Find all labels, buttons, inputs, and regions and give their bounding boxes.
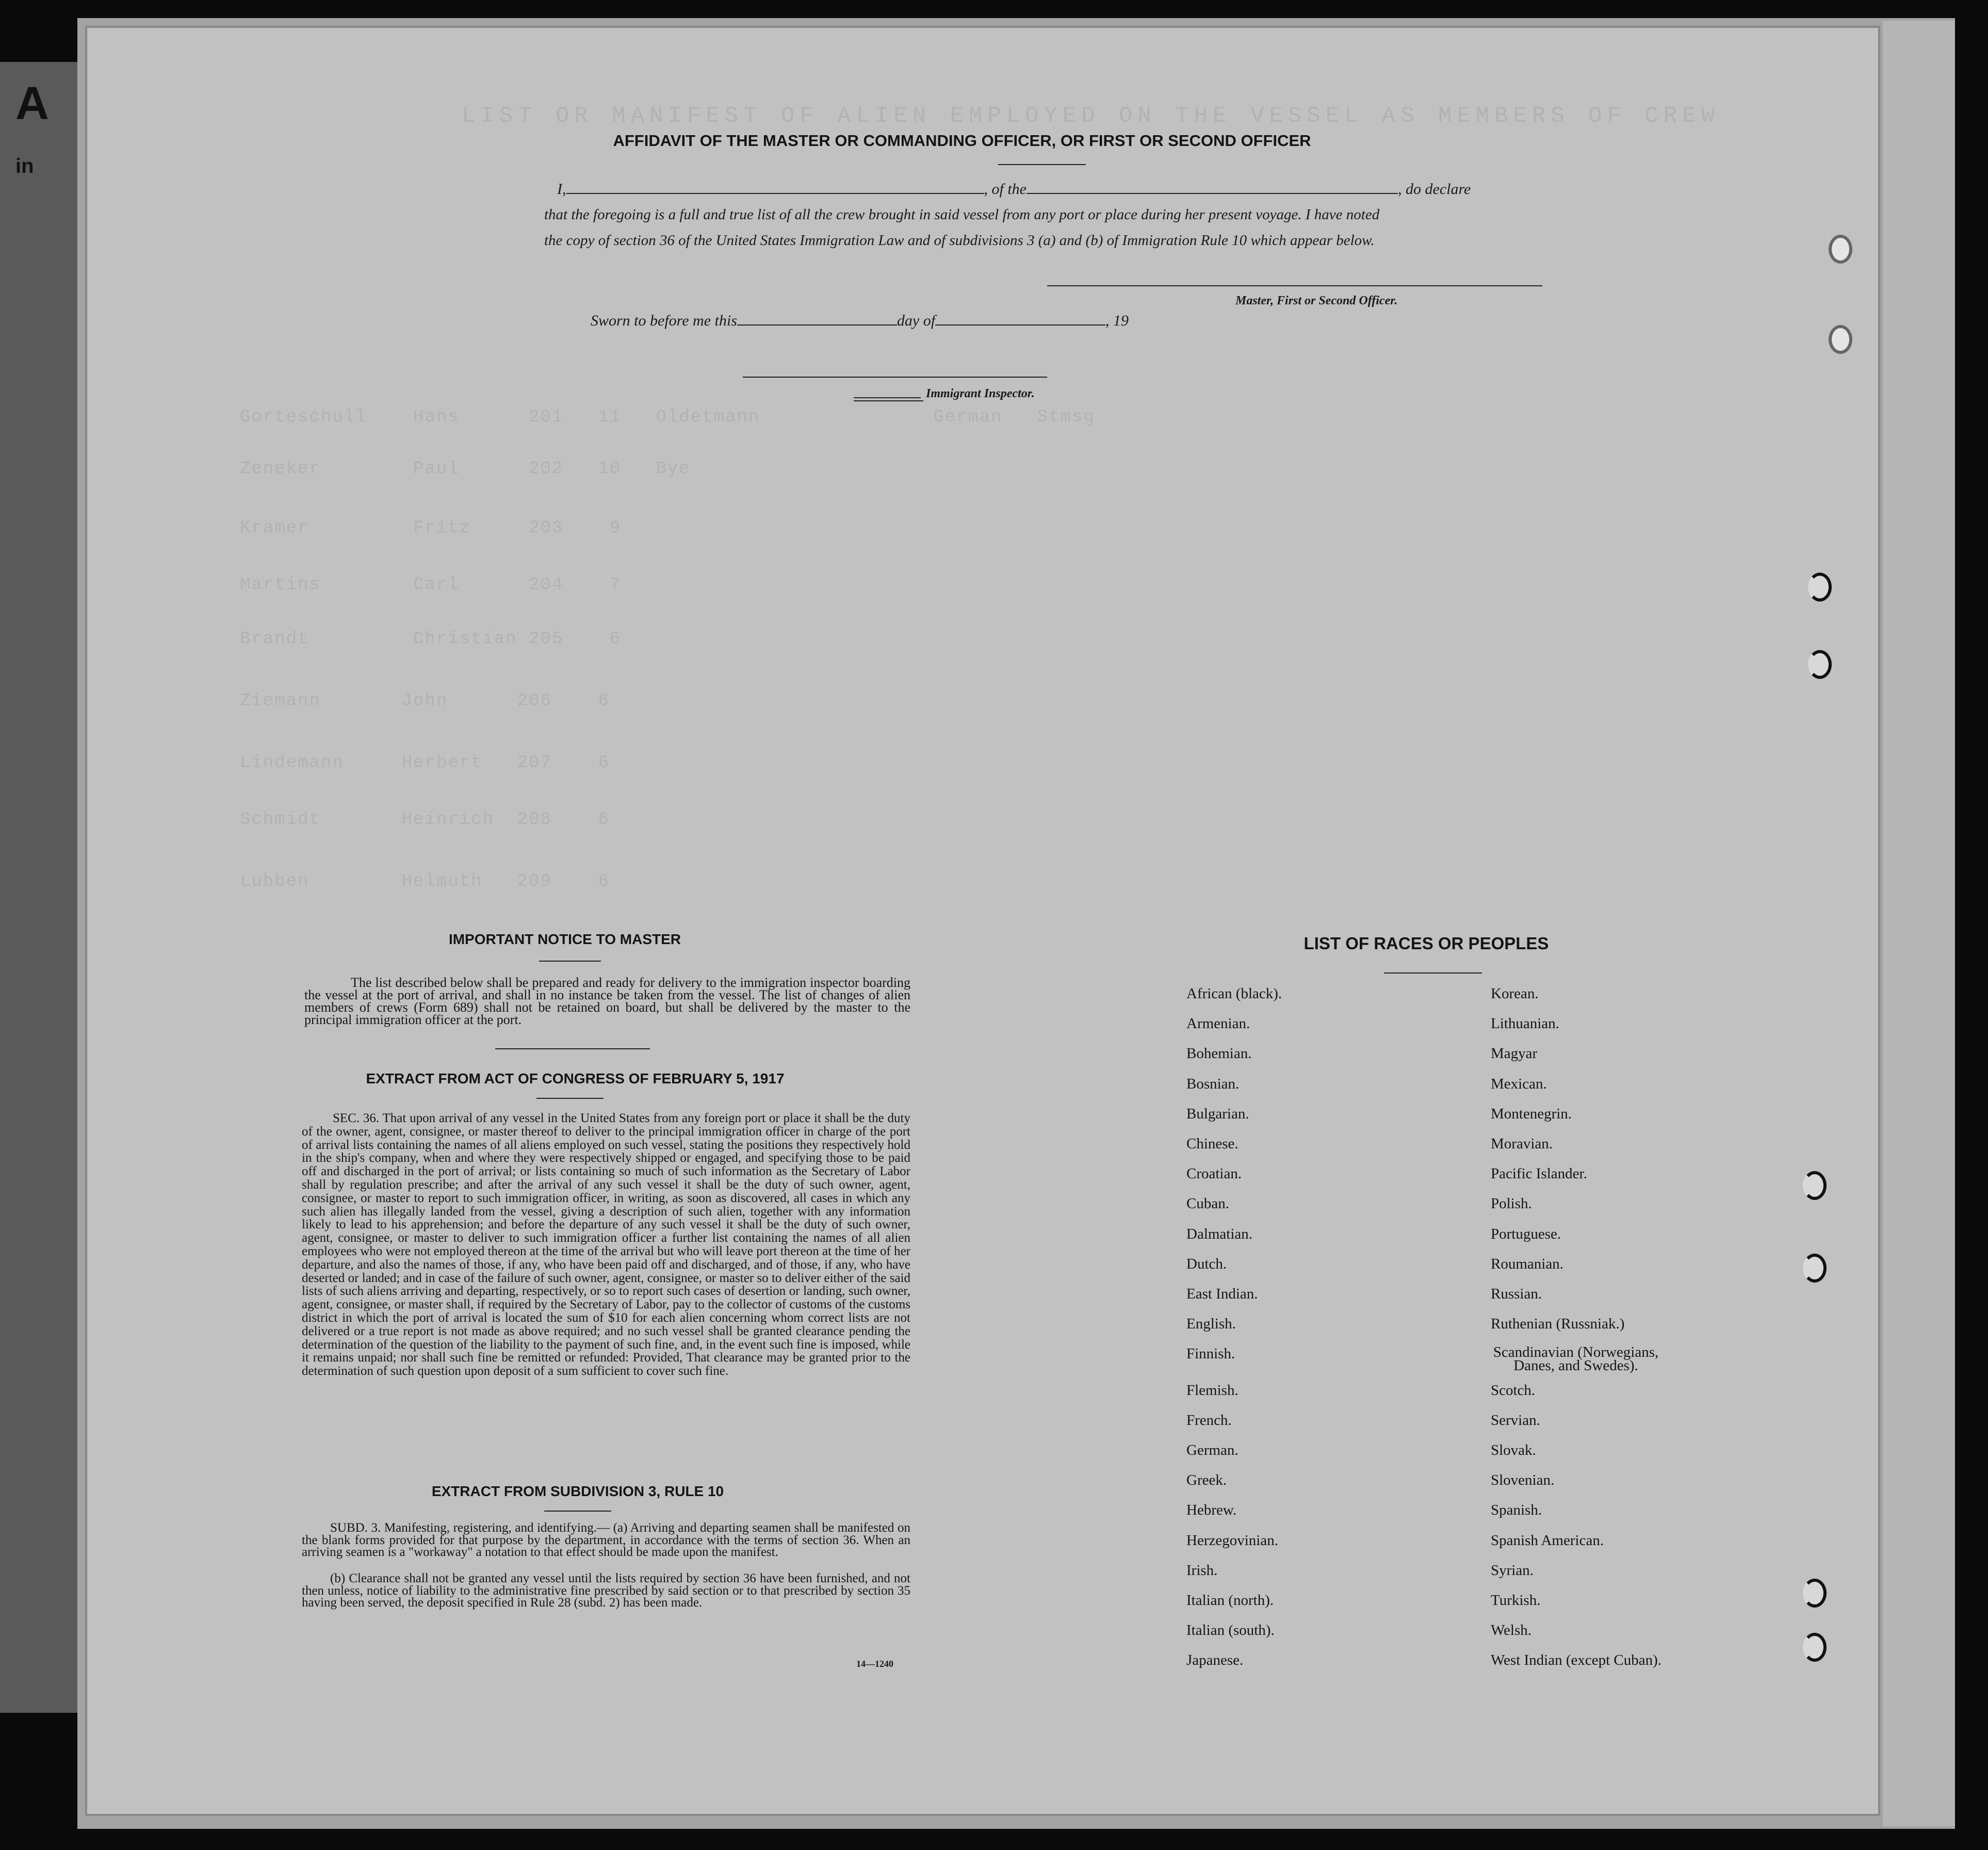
race-item: Montenegrin. — [1491, 1105, 1572, 1122]
race-item: Roumanian. — [1491, 1255, 1563, 1272]
race-item: African (black). — [1186, 985, 1282, 1002]
race-item: Finnish. — [1186, 1345, 1235, 1362]
race-item: Syrian. — [1491, 1562, 1534, 1579]
race-item: Turkish. — [1491, 1592, 1541, 1609]
race-item: Irish. — [1186, 1562, 1218, 1579]
race-item: Mexican. — [1491, 1075, 1547, 1092]
race-item: Moravian. — [1491, 1135, 1553, 1152]
punch-hole-icon — [1803, 1633, 1827, 1662]
race-item: Armenian. — [1186, 1015, 1250, 1032]
affidavit-line1-end: , do declare — [1398, 181, 1471, 198]
bleed-through-row: Lindemann Herbert 207 6 — [240, 753, 610, 773]
form-number: 14—1240 — [856, 1659, 893, 1669]
bleed-through-row: Lubben Helmuth 209 6 — [240, 872, 610, 891]
race-item: West Indian (except Cuban). — [1491, 1652, 1662, 1669]
race-item: Korean. — [1491, 985, 1539, 1002]
divider — [854, 397, 921, 398]
punch-hole-icon — [1803, 1171, 1827, 1200]
manifest-page — [85, 26, 1880, 1816]
punch-hole-icon — [1829, 235, 1852, 264]
race-item: Spanish. — [1491, 1502, 1542, 1519]
affidavit-line-3: the copy of section 36 of the United States Immigration Law and of subdivisions 3 (a) and (b) of Immigration Rule 10 which appear below. — [544, 232, 1375, 249]
master-label: Master, First or Second Officer. — [1235, 294, 1398, 307]
race-item: Slovenian. — [1491, 1472, 1555, 1489]
punch-hole-icon — [1803, 1579, 1827, 1608]
affidavit-line-2: that the foregoing is a full and true list of all the crew brought in said vessel from any port or place during her present voyage. I have noted — [544, 206, 1380, 223]
extract-act-title: EXTRACT FROM ACT OF CONGRESS OF FEBRUARY 5, 1917 — [366, 1070, 785, 1086]
divider — [539, 961, 601, 962]
race-item: Greek. — [1186, 1472, 1227, 1489]
race-item: Dutch. — [1186, 1255, 1227, 1272]
extract-act-body: SEC. 36. That upon arrival of any vessel in the United States from any foreign port or place it shall be the duty of the owner, agent, consignee, or master thereof to deliver to the principal immigration officer in charge of the port of arrival lists containing the names of all aliens employed on such vessel, stating the positions they respectively hold in the ship's company, when and where they were respectively shipped or engaged, and specifying those to be paid off and discharged in the port of arrival; or lists containing so much of such information as the Secretary of Labor shall by regulation prescribe; and after the arrival of any such vessel it shall be the duty of such owner, agent, consignee, or master to report to such immigration officer, in writing, as soon as discovered, all cases in which any such alien has illegally landed from the vessel, giving a description of such alien, together with any information likely to lead to his apprehension; and before the departure of any such vessel it shall be the duty of such owner, agent, consignee, or master to deliver to such immigration officer a further list containing the names of all alien employees who were not employed thereon at the time of the arrival but who will leave port thereon at the time of her departure, and also the names of those, if any, who have been paid off and discharged, and of those, if any, who have deserted or landed; and in case of the failure of such owner, agent, consignee, or master so to deliver either of the said lists of such aliens arriving and departing, respectively, or so to report such cases of desertion or landing, such owner, agent, consignee, or master shall, if required by the Secretary of Labor, pay to the collector of customs of the customs district in which the port of arrival is located the sum of $10 for each alien concerning whom correct lists are not delivered or a true report is not made as above required; and no such vessel shall be granted clearance pending the determination of the question of the liability to the payment of such fine, and, in the event such fine is imposed, while it remains unpaid; nor shall such fine be remitted or refunded: Provided, That clearance may be granted prior to the determination of such question upon deposit of a sum sufficient to cover such fine. — [302, 1111, 910, 1378]
races-title: LIST OF RACES OR PEOPLES — [1303, 934, 1549, 953]
day-blank — [737, 314, 897, 326]
inspector-label: Immigrant Inspector. — [926, 387, 1035, 400]
race-item: Bulgarian. — [1186, 1105, 1249, 1122]
race-item: French. — [1186, 1411, 1232, 1429]
race-item: Russian. — [1491, 1286, 1542, 1302]
race-item: Slovak. — [1491, 1442, 1536, 1458]
punch-hole-icon — [1808, 650, 1832, 679]
race-item: Lithuanian. — [1491, 1015, 1559, 1032]
race-item: Scandinavian (Norwegians, Danes, and Swedes). — [1493, 1344, 1659, 1374]
bleed-through-row: Ziemann John 206 6 — [240, 691, 610, 711]
divider — [544, 1511, 611, 1512]
sworn-end: , 19 — [1105, 312, 1129, 329]
notice-body: The list described below shall be prepared and ready for delivery to the immigration inspector boarding the vessel at the port of arrival, and shall in no instance be taken from the vessel. The list of changes of alien members of crews (Form 689) shall not be retained on board, but shall be delivered by the master to the principal immigration officer at the port. — [304, 975, 910, 1027]
right-page-edge — [1883, 21, 1955, 1826]
bleed-through-row: Kramer Fritz 203 9 — [240, 518, 622, 538]
race-item: Dalmatian. — [1186, 1225, 1253, 1242]
race-item: East Indian. — [1186, 1286, 1258, 1302]
bleed-through-row: Schmidt Heinrich 208 6 — [240, 810, 610, 830]
bleed-through-row: Gorteschull Hans 201 11 Oldetmann German Stmsg — [240, 408, 1095, 427]
bleed-through-row: Zeneker Paul 202 10 Bye — [240, 459, 691, 479]
race-item: Italian (north). — [1186, 1592, 1274, 1609]
race-item: Magyar — [1491, 1045, 1538, 1062]
extract-rule-para-a: SUBD. 3. Manifesting, registering, and identifying.— (a) Arriving and departing seamen shall be manifested on the blank forms provided for that purpose by the department, in accordance with the terms of section 36. When an arriving seamen is a "workaway" a notation to that effect should be made upon the manifest. — [302, 1521, 910, 1559]
race-item: Welsh. — [1491, 1622, 1532, 1639]
master-signature-line — [1047, 285, 1542, 286]
race-item: Spanish American. — [1491, 1532, 1604, 1549]
race-item: Polish. — [1491, 1195, 1532, 1212]
race-item: Chinese. — [1186, 1135, 1239, 1152]
race-item: Ruthenian (Russniak.) — [1491, 1316, 1625, 1333]
divider — [1384, 972, 1482, 973]
race-item: Herzegovinian. — [1186, 1532, 1278, 1549]
notice-title: IMPORTANT NOTICE TO MASTER — [448, 931, 681, 947]
divider — [536, 1098, 604, 1099]
punch-hole-icon — [1803, 1254, 1827, 1283]
race-item: Bosnian. — [1186, 1075, 1240, 1092]
race-item: English. — [1186, 1316, 1236, 1333]
left-edge-fragment: A in — [0, 62, 77, 1713]
inspector-blank — [854, 400, 923, 401]
sworn-line — [591, 312, 1129, 330]
bleed-through-row: Martins Carl 204 7 — [240, 575, 622, 595]
punch-hole-icon — [1829, 325, 1852, 354]
divider — [495, 1048, 650, 1049]
bleed-through-header: LIST OR MANIFEST OF ALIEN EMPLOYED ON THE VESSEL AS MEMBERS OF CREW — [462, 103, 1720, 129]
affidavit-line1-start: I, — [557, 181, 566, 198]
affidavit-line-1 — [557, 181, 1471, 198]
race-item: Scotch. — [1491, 1382, 1536, 1399]
race-item: Japanese. — [1186, 1652, 1244, 1669]
race-item: Bohemian. — [1186, 1045, 1252, 1062]
punch-hole-icon — [1808, 573, 1832, 602]
extract-rule-title: EXTRACT FROM SUBDIVISION 3, RULE 10 — [431, 1483, 724, 1499]
inspector-signature-line — [743, 377, 1047, 378]
race-item: German. — [1186, 1442, 1239, 1458]
race-item: Portuguese. — [1491, 1225, 1561, 1242]
extract-rule-para-b: (b) Clearance shall not be granted any vessel until the lists required by section 36 have been furnished, and not then unless, notice of liability to the administrative fine prescribed by said section or to that prescribed by section 35 having been served, the deposit specified in Rule 28 (subd. 2) has been made. — [302, 1571, 910, 1610]
race-item: Italian (south). — [1186, 1622, 1275, 1639]
bleed-through-row: Brandt Christian 205 6 — [240, 629, 622, 649]
sworn-start: Sworn to before me this — [591, 312, 737, 329]
affidavit-title: AFFIDAVIT OF THE MASTER OR COMMANDING OFFICER, OR FIRST OR SECOND OFFICER — [613, 132, 1311, 150]
race-item: Croatian. — [1186, 1165, 1242, 1182]
sworn-mid: day of — [897, 312, 936, 329]
race-item: Hebrew. — [1186, 1502, 1237, 1519]
race-item: Flemish. — [1186, 1382, 1239, 1399]
race-item: Servian. — [1491, 1411, 1540, 1429]
name-blank — [566, 183, 984, 194]
divider — [998, 164, 1086, 165]
affidavit-line1-mid: , of the — [984, 181, 1026, 198]
race-item: Cuban. — [1186, 1195, 1229, 1212]
month-blank — [935, 314, 1105, 326]
vessel-blank — [1026, 183, 1398, 194]
race-item: Pacific Islander. — [1491, 1165, 1587, 1182]
